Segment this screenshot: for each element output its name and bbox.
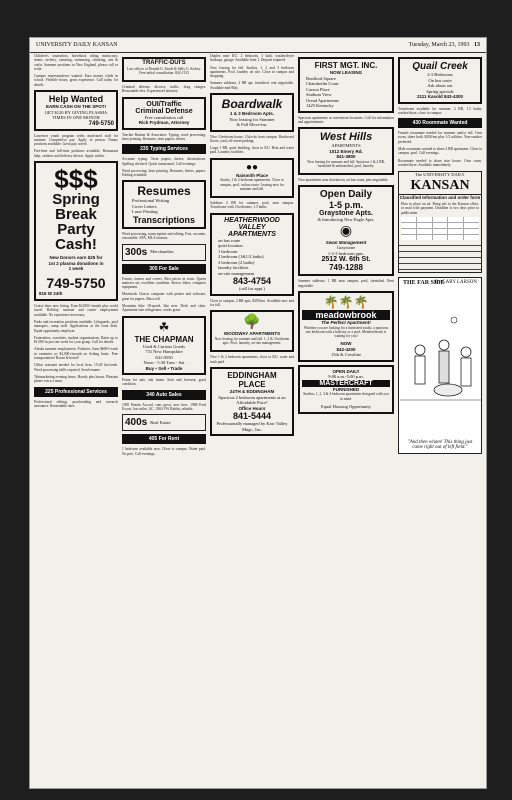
- kansan-logo: KANSAN: [399, 178, 481, 195]
- typing-bar: 235 Typing Services: [122, 144, 206, 154]
- transcriptions-title: Transcriptions: [132, 214, 195, 225]
- party-text: Party: [57, 221, 95, 239]
- eddingham-phone: 841-5444: [232, 411, 272, 422]
- quail-creek-line: Ask about our: [427, 83, 453, 88]
- first-mgt-item: Bradford Square: [306, 75, 336, 81]
- swan-management: Swan Management: [325, 239, 367, 245]
- heatherwood-item: laundry facilities: [218, 265, 249, 271]
- far-side-caption: "And then wham! This thing just came right out of left field.": [407, 440, 473, 451]
- chapman-phone: 841-0550: [155, 354, 173, 360]
- quail-creek-line: Spring specials: [426, 88, 454, 94]
- column-3: Duplex near KU. 2 bedroom, 1 bath, washer/dryer hookups, garage. Available June 1. Deposit required. Now leasing for fall. Studios, 1, 2 and 3 bedroom apartments. Pool, laundry on site. Close to campus and shopping. Summer sublease, 2 BR apt, furnished, rent negotiable. Available mid-May. Boardwalk 1 & 2 Bedroom Apts. Now leasing for Summer & Fall Move-ins. Nice 3 bedroom house, 2 blocks from campus. Hardwood floors, yard, off-street parking. Large 1 BR, quiet building, close to KU. Heat and water paid. Laundry facilities. ●● Naismith Place Studio, 1 & 2 bedroom apartments. Close to campus, pool, on bus route. Leasing now for summer and fall. Sublease 2 BR for summer, pool, near campus. Townhouse with 2 bedrooms, 1.5 baths. HEATHERWOOD VALLEY APARTMENTS on bus route quiet location 1 bedroom 2 bedroom (1&1/2 baths) 3 bedroom (2 baths) laundry facilities on-site management 843-4754 (call for appt.) Close to campus, 2 BR apts, $395/mo. Available now and for fall. 🌳 WOODWAY APARTMENTS Now leasing for summer and fall. 1, 2 & 3 bedroom apts. Pool, laundry, on-site management. Nice 1 & 2 bedroom apartments, close to KU, water and trash paid. EDDINGHAM PLACE 24TH & EDDINGHAM Spacious 2 bedroom apartments at an Affordable Price! Office Hours 841-5444 Professionally managed by Kaw Valley Mngt., Inc.: [210, 54, 294, 784]
- first-mgt-renting: NOW LEASING: [329, 70, 363, 75]
- resumes-ad: [122, 180, 206, 229]
- quail-creek-line: 2-3 Bedrooms: [427, 72, 453, 77]
- boardwalk-fall: & Fall Move-ins.: [236, 122, 268, 128]
- header-date: Tuesday, March 23, 1993 13: [408, 42, 480, 48]
- west-hills-phone: 841-3800: [336, 154, 356, 160]
- classified-info: Classified Information and order form: [399, 194, 481, 200]
- west-hills-logo: West Hills: [319, 131, 373, 144]
- west-hills-line: APARTMENTS: [331, 143, 361, 149]
- graystone-ad: [298, 185, 394, 276]
- boardwalk-logo: Boardwalk: [221, 97, 283, 112]
- traffic-dui-ad: TRAFFIC-DUI'S Law offices of Donald G. Strole & Sally G. Kelsey. Free initial consultation. 842-1133: [122, 57, 206, 82]
- heatherwood-item: quiet location: [218, 243, 243, 249]
- page-header: [30, 38, 486, 53]
- equal-housing: Equal Housing Opportunity: [321, 404, 371, 410]
- rate-grid: [401, 217, 479, 240]
- first-mgt-item: Chamberlin Court: [306, 81, 339, 86]
- plasma-ad: [34, 161, 118, 301]
- new-donors-text: New Donors earn $25 for: [49, 255, 103, 261]
- quail-creek-address: 2111 Kasold 843-4300: [416, 94, 464, 99]
- column-1: Children's counselors, horseback riding instructors, tennis, archery, canoeing, swimming, climbing, arts & crafts. Summer positions in New England, please call or write. Campus representatives wanted. Earn money while in school. Flexible hours, great experience. Call today for details. Help Wanted EARN CASH ON THE SPOT! GET $120 BY GIVING PLASMA TIMES IN ONE MONTH 749-5750 Lawrence youth program seeks motivated staff for summer. Competitive pay. Apply in person. Nanny positions available. Great pay, travel. Part-time and full-time positions available. Restaurant help, cashiers and delivery drivers. Apply within. $$$ Spring Break Party Cash! New Donors earn $25 for 1st 2 plasma donations in 1 week 749-5750 816 W 24th Cruise lines now hiring. Earn $2,000+/month plus world travel. Holiday, summer and career employment available. No experience necessary. Parks and recreation positions available. Lifeguards, pool managers, camp staff. Applications at the front desk. Equal opportunity employer. Fraternities, sororities, student organizations. Raise up to $1,000 in just one week for your group. Call for details. Alaska summer employment. Fisheries. Earn $600+/week in canneries or $4,000+/month on fishing boats. Free transportation! Room & board! Office assistant needed for local firm, 15-20 hrs/week. Word processing skills required. Send resume. Telemarketing evening hours. Hourly plus bonus. Pleasant phone voice a must. 225 Professional Services Professional editing, proofreading and research assistance. Reasonable rates.: [34, 54, 118, 408]
- meadowbrook-ad: 🌴🌴🌴 meadowbrook The Perfect Apartment! Whether you are looking for a furnished studio, a spacious one bedroom with a balcony or a pool, Meadowbrook is waiting for you! NOW 842-4200 15th & Crestline: [298, 291, 394, 362]
- heatherwood-item: 2 bedroom (1&1/2 baths): [218, 254, 264, 260]
- first-mgt-item: 1425 Kentucky: [306, 103, 334, 108]
- newspaper-page: [30, 38, 486, 788]
- quail-creek-line: On bus route: [428, 77, 452, 83]
- plasma-address: 816 W 24th: [39, 290, 63, 296]
- meadowbrook-phone: 842-4200: [336, 346, 356, 352]
- roommate-bar: 430 Roommate Wanted: [398, 118, 482, 128]
- estate-number: 400s: [125, 417, 148, 429]
- attorney-name: Rick Frydman, Attorney: [138, 120, 190, 126]
- heatherwood-phone: 843-4754: [232, 276, 272, 287]
- heatherwood-call: (call for appt.): [239, 286, 265, 292]
- plasma-phone: 749-5750: [46, 274, 106, 291]
- help-phone: 749-5750: [88, 120, 114, 127]
- first-mgt-title: FIRST MGT. INC.: [314, 61, 378, 70]
- eddingham-lead: Spacious 2 bedroom apartments at an Affordable Price!: [218, 394, 286, 406]
- heatherwood-ad: [210, 213, 294, 296]
- kansan-subtitle: The UNIVERSITY DAILY: [415, 172, 465, 178]
- naismith-ad: ●● Naismith Place Studio, 1 & 2 bedroom apartments. Close to campus, pool, on bus route. Leasing now for summer and fall.: [210, 158, 294, 198]
- merch-label: Merchandise: [150, 249, 174, 255]
- eddingham-title: EDDINGHAM PLACE: [227, 371, 277, 390]
- chapman-tagline: Buy • Sell • Trade: [145, 365, 183, 371]
- merchandise-header: [122, 244, 206, 261]
- first-mgt-item: Carson Place: [306, 86, 330, 92]
- classified-order-form: The UNIVERSITY DAILY KANSAN Classified Information and order form How to place an ad. Bring ads to the Kansan office, or mail with payment. Deadline is two days prior to publication.: [398, 171, 482, 273]
- help-line-3: TIMES IN ONE MONTH: [52, 115, 100, 121]
- west-hills-ad: West Hills APARTMENTS 1012 Emery Rd. 841-3800 Now leasing for summer and fall. Spacious 1 & 2 BR, furnished & unfurnished, pool, laundry.: [298, 127, 394, 175]
- resume-item: Laser Printing: [132, 209, 158, 215]
- eddingham-ad: [210, 367, 294, 436]
- cash-text: Cash!: [55, 236, 97, 254]
- consult-text: Free consultation call: [144, 114, 184, 120]
- eagle-text: & Introducing New Eagle Apts.: [317, 217, 375, 223]
- quail-creek-title: Quail Creek: [412, 61, 468, 72]
- criminal-title: Criminal Defense: [135, 107, 193, 115]
- heatherwood-item: 3 bedroom (2 baths): [218, 259, 255, 265]
- swan-icon: ◉: [339, 223, 353, 239]
- meadowbrook-logo: meadowbrook: [302, 310, 390, 320]
- mastercraft-ad: OPEN DAILY 9:00 a.m.-5:00 p.m. MASTERCRAFT FURNISHED Studios, 1, 2, 3 & 4 bedroom apartments designed with you in mind. Equal Housing Opportunity: [298, 365, 394, 414]
- break-text: Break: [55, 206, 97, 224]
- week-text: 1 week: [68, 266, 84, 272]
- graystone-item: 1-2-3 bedroom apts.: [327, 250, 365, 256]
- first-mgt-item: Stadium View: [306, 92, 332, 97]
- mastercraft-logo: MASTERCRAFT: [302, 380, 390, 387]
- chapman-sub: Used & Curious Goods: [142, 343, 186, 349]
- resume-item: Professional Writing: [132, 198, 170, 204]
- naismith-title: Naismith Place: [235, 172, 268, 178]
- cartoon-drawing: [400, 290, 482, 425]
- graystone-address: 2512 W. 6th St.: [321, 256, 371, 264]
- for-rent-bar: 405 For Rent: [122, 434, 206, 444]
- open-daily-hours: 9:00 a.m.-5:00 p.m.: [328, 374, 364, 380]
- meadowbrook-perfect: The Perfect Apartment!: [321, 320, 371, 326]
- spring-text: Spring: [52, 191, 100, 209]
- west-hills-address: 1012 Emery Rd.: [329, 148, 363, 154]
- graystone-item: Graystone: [336, 245, 356, 251]
- dollar-signs: $$$: [54, 164, 98, 195]
- eddingham-address: 24TH & EDDINGHAM: [229, 389, 275, 395]
- first-mgt-ad: [298, 57, 394, 113]
- far-side-title: THE FAR SIDE: [403, 280, 445, 287]
- trees-icon: 🌴🌴🌴: [323, 295, 369, 310]
- traffic-title: TRAFFIC-DUI'S: [142, 60, 186, 66]
- far-side-byline: By GARY LARSON: [434, 280, 477, 286]
- column-4: FIRST MGT. INC. NOW LEASING Bradford Square Chamberlin Court Carson Place Stadium View Oread Apartments 1425 Kentucky Spacious apartments in convenient locations. Call for information and appointments. West Hills APARTMENTS 1012 Emery Rd. 841-3800 Now leasing for summer and fall. Spacious 1 & 2 BR, furnished & unfurnished, pool, laundry. Nice apartments near downtown, on bus route, pets negotiable. Open Daily 1-5 p.m. Graystone Apts. & Introducing New Eagle Apts. ◉ Swan Management Graystone 1-2-3 bedroom apts. 2512 W. 6th St. 749-1288 Summer sublease, 1 BR near campus, pool, furnished. Rent negotiable. 🌴🌴🌴 meadowbrook The Perfect Apartment! Whether you are looking for a furnished studio, a spacious one bedroom with a balcony or a pool, Meadowbrook is waiting for you! NOW 842-4200 15th & Crestline OPEN DAILY 9:00 a.m.-5:00 p.m. MASTERCRAFT FURNISHED Studios, 1, 2, 3 & 4 bedroom apartments designed with you in mind. Equal Housing Opportunity: [298, 54, 394, 784]
- chapman-hours: Noon - 5:30 Tues - Sat: [143, 360, 185, 366]
- eddingham-office: Office Hours: [238, 405, 266, 411]
- woodway-title: WOODWAY APARTMENTS: [223, 331, 281, 337]
- chapman-name: THE CHAPMAN: [134, 334, 194, 344]
- open-hours: 1-5 p.m.: [328, 200, 363, 211]
- resumes-title: Resumes: [137, 184, 191, 199]
- real-estate-header: [122, 414, 206, 431]
- boardwalk-ad: [210, 93, 294, 132]
- estate-label: Real Estate: [150, 420, 171, 426]
- header-page-left: UNIVERSITY DAILY KANSAN: [36, 42, 118, 48]
- heatherwood-title: HEATHERWOOD VALLEY APARTMENTS: [224, 216, 280, 238]
- graystone-title: Graystone Apts.: [319, 210, 373, 218]
- oui-ad: [122, 97, 206, 130]
- eddingham-manager: Professionally managed by Kaw Valley Mngt., Inc.: [216, 421, 288, 432]
- mastercraft-furnished: FURNISHED: [332, 386, 360, 392]
- heatherwood-item: on bus route: [218, 237, 241, 243]
- meadowbrook-address: 15th & Crestline: [331, 352, 361, 358]
- open-daily-title: Open Daily: [319, 189, 373, 201]
- first-mgt-item: Oread Apartments: [306, 97, 339, 103]
- column-2: TRAFFIC-DUI'S Law offices of Donald G. Strole & Sally G. Kelsey. Free initial consultation. 842-1133 Criminal defense, divorce, traffic, drug charges. Reasonable fees. Experienced attorney. OUI/Traffic Criminal Defense Free consultation call Rick Frydman, Attorney Teacher Ruttner & Associates. Typing, word processing, laser printing. Resumes, term papers, theses. 235 Typing Services Accurate typing. Term papers, theses, dissertations. Spelling checked. Quick turnaround. Call evenings. Word processing, laser printing. Resumes, letters, papers. Editing available. Resumes Professional Writing Cover Letters Laser Printing Transcriptions Word processing, transcription and editing. Fast, accurate, reasonable. APA, MLA formats. 300s Merchandise 305 For Sale Futons, frames and covers. Best prices in town. Queen mattress set, excellent condition. Stereo, bikes, computer equipment. Macintosh Classic computer with printer and software, great for papers. Must sell. Mountain bike 18-speed, like new. Desk and chair. Apartment-size refrigerator, works great. ☘ THE CHAPMAN Used & Curious Goods 731 New Hampshire 841-0550 Noon - 5:30 Tues - Sat Buy • Sell • Trade Futon for sale, oak frame. Sofa and loveseat, good condition. 340 Auto Sales 1985 Honda Accord, runs great, new tires. 1988 Ford Escort, low miles, AC. 1984 VW Rabbit, reliable. 400s Real Estate 405 For Rent 1 bedroom available now. Close to campus. Water paid. No pets. Call evenings.: [122, 54, 206, 784]
- help-line-2: GET $120 BY GIVING PLASMA: [44, 109, 108, 115]
- chapman-address: 731 New Hampshire: [145, 349, 183, 355]
- help-title: Help Wanted: [48, 94, 104, 105]
- quail-creek-ad: [398, 57, 482, 104]
- help-line-1: EARN CASH ON THE SPOT!: [45, 104, 106, 110]
- heatherwood-item: on-site management: [218, 270, 255, 276]
- meadowbrook-now: NOW: [340, 341, 352, 347]
- for-sale-bar: 305 For Sale: [122, 264, 206, 274]
- oui-title: OUI/Traffic: [146, 100, 182, 108]
- resume-item: Cover Letters: [132, 203, 157, 209]
- heatherwood-item: 1 bedroom: [218, 248, 238, 254]
- professional-services-bar: 225 Professional Services: [34, 387, 118, 397]
- graystone-phone: 749-1288: [329, 263, 363, 273]
- auto-sales-bar: 340 Auto Sales: [122, 390, 206, 400]
- chapman-ad: ☘ THE CHAPMAN Used & Curious Goods 731 New Hampshire 841-0550 Noon - 5:30 Tues - Sat Buy • Sell • Trade: [122, 316, 206, 376]
- far-side-cartoon: [398, 277, 482, 454]
- woodway-ad: 🌳 WOODWAY APARTMENTS Now leasing for summer and fall. 1, 2 & 3 bedroom apts. Pool, laundry, on-site management.: [210, 310, 294, 352]
- boardwalk-apts: 1 & 2 Bedroom Apts.: [229, 111, 275, 117]
- boardwalk-leasing: Now leasing for Summer: [229, 116, 275, 122]
- help-wanted-ad: [34, 90, 118, 131]
- merch-number: 300s: [125, 246, 148, 258]
- first-plasma-text: 1st 2 plasma donations in: [48, 260, 104, 266]
- open-daily-2: OPEN DAILY: [332, 368, 360, 374]
- column-5: Quail Creek 2-3 Bedrooms On bus route Ask about our Spring specials 2111 Kasold 843-4300 Townhome available for summer, 2 BR, 1.5 baths, washer/dryer, close to campus. 430 Roommate Wanted Female roommate needed for summer and/or fall. Own room, share bath. $200/mo plus 1/2 utilities. Non-smoker preferred. Male roommate wanted to share 2 BR apartment. Close to campus, pool. Call evenings. Roommate needed to share nice house. Own room, washer/dryer. Available immediately. The UNIVERSITY DAILY KANSAN Classified Information and order form How to place an ad. Bring ads to the Kansan office, or mail with payment. Deadline is two days prior to publication. THE FAR SIDE By GARY LARSON "And then wham! This thing just came right out of left field.": [398, 54, 482, 784]
